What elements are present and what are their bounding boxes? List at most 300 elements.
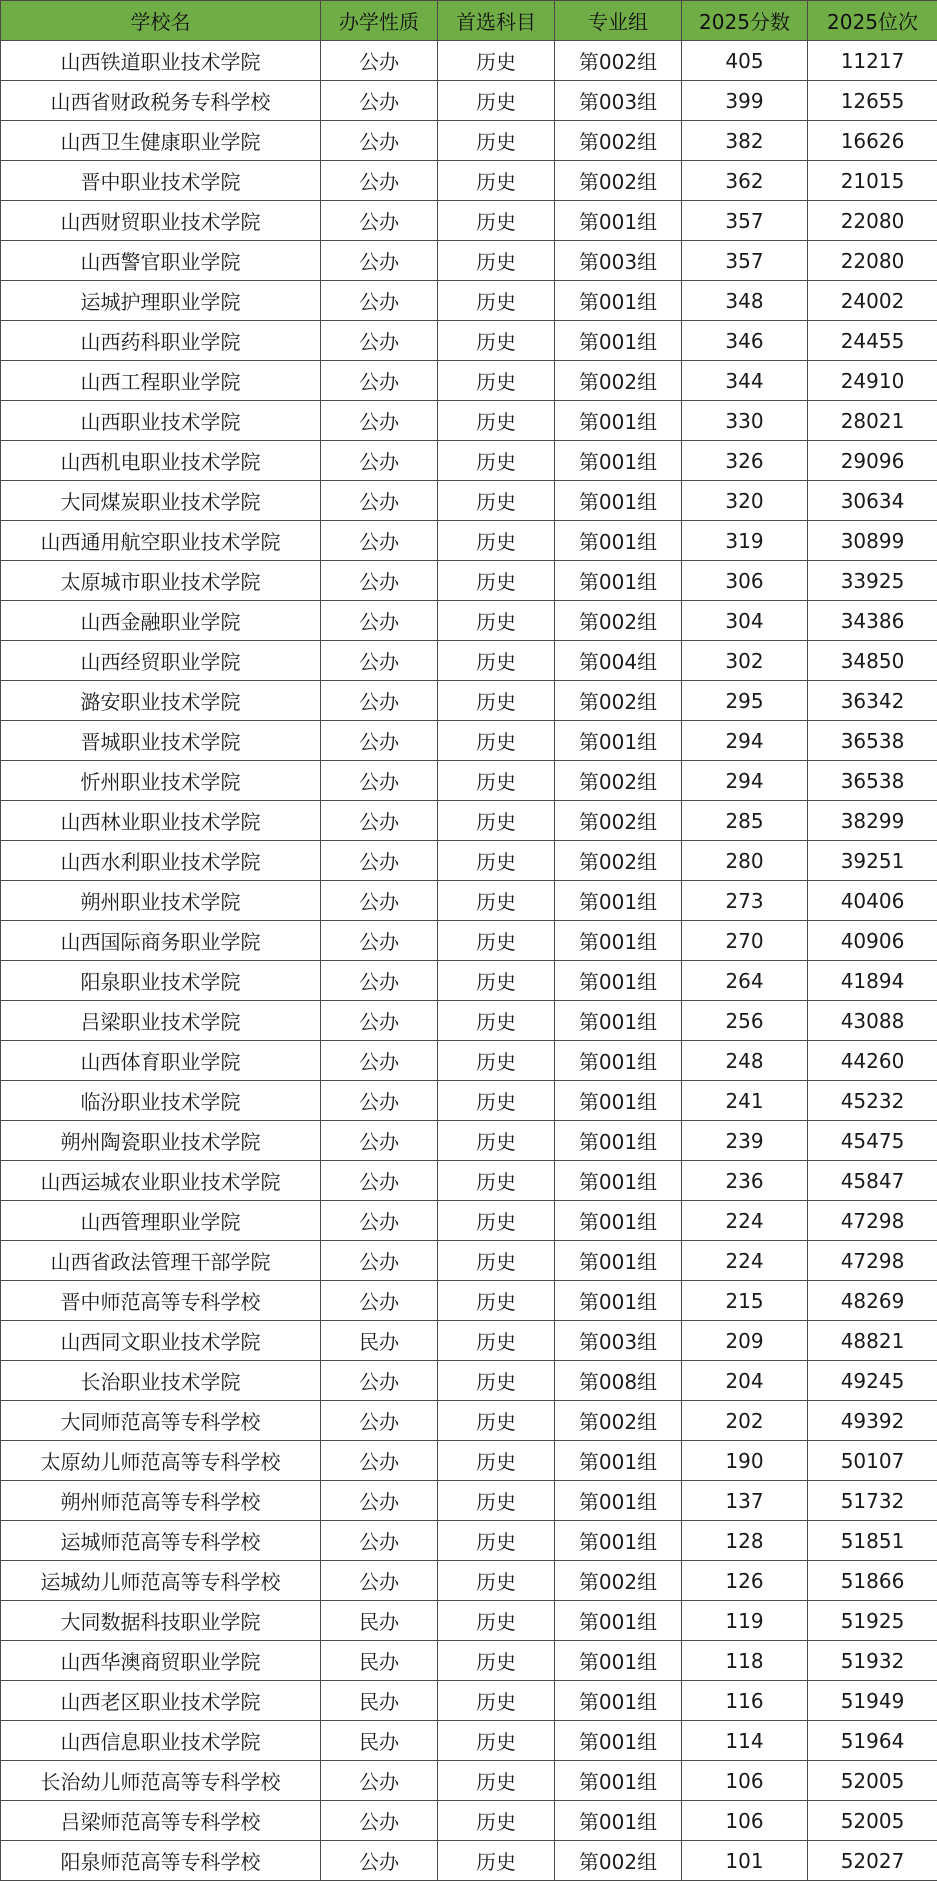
- score-cell: 399: [682, 81, 808, 121]
- table-row: [1, 881, 937, 921]
- school-type-cell: 公办: [321, 1001, 438, 1041]
- rank-cell: 36342: [808, 681, 937, 721]
- subject-cell: 历史: [438, 481, 555, 521]
- major-group-cell: 第003组: [555, 81, 682, 121]
- school-type-cell: 公办: [321, 681, 438, 721]
- major-group-cell: 第001组: [555, 1521, 682, 1561]
- school-type-cell: 民办: [321, 1321, 438, 1361]
- table-row: [1, 521, 937, 561]
- rank-cell: 38299: [808, 801, 937, 841]
- rank-cell: 29096: [808, 441, 937, 481]
- score-cell: 285: [682, 801, 808, 841]
- rank-cell: 51949: [808, 1681, 937, 1721]
- school-name-cell: 山西财贸职业技术学院: [1, 201, 321, 241]
- school-name-cell: 临汾职业技术学院: [1, 1081, 321, 1121]
- subject-cell: 历史: [438, 721, 555, 761]
- school-name-cell: 山西职业技术学院: [1, 401, 321, 441]
- table-row: [1, 1801, 937, 1841]
- school-name-cell: 潞安职业技术学院: [1, 681, 321, 721]
- table-row: [1, 1521, 937, 1561]
- major-group-cell: 第001组: [555, 521, 682, 561]
- school-name-cell: 太原城市职业技术学院: [1, 561, 321, 601]
- score-cell: 326: [682, 441, 808, 481]
- school-type-cell: 公办: [321, 1041, 438, 1081]
- school-name-cell: 长治职业技术学院: [1, 1361, 321, 1401]
- score-cell: 357: [682, 241, 808, 281]
- major-group-cell: 第001组: [555, 1041, 682, 1081]
- subject-cell: 历史: [438, 1201, 555, 1241]
- table-row: [1, 481, 937, 521]
- major-group-cell: 第002组: [555, 1841, 682, 1881]
- school-type-cell: 公办: [321, 1561, 438, 1601]
- subject-cell: 历史: [438, 441, 555, 481]
- school-name-cell: 晋中师范高等专科学校: [1, 1281, 321, 1321]
- school-name-cell: 山西林业职业技术学院: [1, 801, 321, 841]
- subject-cell: 历史: [438, 1041, 555, 1081]
- major-group-cell: 第008组: [555, 1361, 682, 1401]
- table-row: [1, 1081, 937, 1121]
- header-score: 2025分数: [682, 1, 808, 41]
- school-type-cell: 公办: [321, 1161, 438, 1201]
- score-cell: 126: [682, 1561, 808, 1601]
- table-row: [1, 1161, 937, 1201]
- rank-cell: 34850: [808, 641, 937, 681]
- score-cell: 118: [682, 1641, 808, 1681]
- subject-cell: 历史: [438, 1161, 555, 1201]
- table-row: [1, 761, 937, 801]
- subject-cell: 历史: [438, 201, 555, 241]
- score-cell: 304: [682, 601, 808, 641]
- rank-cell: 45847: [808, 1161, 937, 1201]
- table-row: [1, 1321, 937, 1361]
- major-group-cell: 第002组: [555, 841, 682, 881]
- rank-cell: 52027: [808, 1841, 937, 1881]
- subject-cell: 历史: [438, 1401, 555, 1441]
- school-type-cell: 民办: [321, 1601, 438, 1641]
- subject-cell: 历史: [438, 1361, 555, 1401]
- major-group-cell: 第001组: [555, 721, 682, 761]
- header-school-type: 办学性质: [321, 1, 438, 41]
- score-cell: 204: [682, 1361, 808, 1401]
- score-cell: 209: [682, 1321, 808, 1361]
- subject-cell: 历史: [438, 1601, 555, 1641]
- school-name-cell: 山西省财政税务专科学校: [1, 81, 321, 121]
- major-group-cell: 第001组: [555, 441, 682, 481]
- score-cell: 119: [682, 1601, 808, 1641]
- school-name-cell: 山西运城农业职业技术学院: [1, 1161, 321, 1201]
- rank-cell: 52005: [808, 1761, 937, 1801]
- score-cell: 294: [682, 721, 808, 761]
- subject-cell: 历史: [438, 1241, 555, 1281]
- score-cell: 295: [682, 681, 808, 721]
- school-type-cell: 公办: [321, 121, 438, 161]
- school-type-cell: 公办: [321, 721, 438, 761]
- score-cell: 330: [682, 401, 808, 441]
- subject-cell: 历史: [438, 1521, 555, 1561]
- school-name-cell: 山西警官职业学院: [1, 241, 321, 281]
- score-cell: 280: [682, 841, 808, 881]
- school-type-cell: 公办: [321, 1241, 438, 1281]
- major-group-cell: 第001组: [555, 1281, 682, 1321]
- school-name-cell: 吕梁职业技术学院: [1, 1001, 321, 1041]
- school-type-cell: 公办: [321, 1801, 438, 1841]
- score-cell: 190: [682, 1441, 808, 1481]
- major-group-cell: 第002组: [555, 161, 682, 201]
- subject-cell: 历史: [438, 881, 555, 921]
- major-group-cell: 第002组: [555, 41, 682, 81]
- major-group-cell: 第001组: [555, 1601, 682, 1641]
- table-row: [1, 1761, 937, 1801]
- score-cell: 114: [682, 1721, 808, 1761]
- school-type-cell: 公办: [321, 401, 438, 441]
- school-type-cell: 民办: [321, 1721, 438, 1761]
- subject-cell: 历史: [438, 1281, 555, 1321]
- subject-cell: 历史: [438, 681, 555, 721]
- rank-cell: 48821: [808, 1321, 937, 1361]
- subject-cell: 历史: [438, 1001, 555, 1041]
- rank-cell: 24910: [808, 361, 937, 401]
- school-name-cell: 山西老区职业技术学院: [1, 1681, 321, 1721]
- school-type-cell: 公办: [321, 1761, 438, 1801]
- school-type-cell: 公办: [321, 521, 438, 561]
- major-group-cell: 第001组: [555, 1441, 682, 1481]
- subject-cell: 历史: [438, 1561, 555, 1601]
- school-type-cell: 公办: [321, 921, 438, 961]
- school-name-cell: 山西国际商务职业学院: [1, 921, 321, 961]
- score-cell: 224: [682, 1241, 808, 1281]
- school-name-cell: 阳泉职业技术学院: [1, 961, 321, 1001]
- school-type-cell: 公办: [321, 321, 438, 361]
- major-group-cell: 第002组: [555, 761, 682, 801]
- score-cell: 344: [682, 361, 808, 401]
- rank-cell: 44260: [808, 1041, 937, 1081]
- major-group-cell: 第001组: [555, 1481, 682, 1521]
- table-row: [1, 801, 937, 841]
- major-group-cell: 第001组: [555, 881, 682, 921]
- table-row: [1, 1201, 937, 1241]
- major-group-cell: 第001组: [555, 1721, 682, 1761]
- subject-cell: 历史: [438, 361, 555, 401]
- rank-cell: 51925: [808, 1601, 937, 1641]
- subject-cell: 历史: [438, 241, 555, 281]
- school-name-cell: 山西药科职业学院: [1, 321, 321, 361]
- school-type-cell: 民办: [321, 1681, 438, 1721]
- school-name-cell: 阳泉师范高等专科学校: [1, 1841, 321, 1881]
- subject-cell: 历史: [438, 961, 555, 1001]
- rank-cell: 40406: [808, 881, 937, 921]
- major-group-cell: 第001组: [555, 281, 682, 321]
- school-type-cell: 公办: [321, 1281, 438, 1321]
- header-school-name: 学校名: [1, 1, 321, 41]
- school-name-cell: 山西体育职业学院: [1, 1041, 321, 1081]
- table-body: [1, 41, 937, 1881]
- score-cell: 302: [682, 641, 808, 681]
- score-cell: 248: [682, 1041, 808, 1081]
- subject-cell: 历史: [438, 401, 555, 441]
- rank-cell: 16626: [808, 121, 937, 161]
- table-row: [1, 281, 937, 321]
- major-group-cell: 第001组: [555, 1201, 682, 1241]
- major-group-cell: 第001组: [555, 1801, 682, 1841]
- rank-cell: 28021: [808, 401, 937, 441]
- rank-cell: 21015: [808, 161, 937, 201]
- table-row: [1, 1681, 937, 1721]
- major-group-cell: 第002组: [555, 801, 682, 841]
- rank-cell: 51964: [808, 1721, 937, 1761]
- subject-cell: 历史: [438, 521, 555, 561]
- school-name-cell: 山西卫生健康职业学院: [1, 121, 321, 161]
- major-group-cell: 第001组: [555, 1161, 682, 1201]
- score-cell: 405: [682, 41, 808, 81]
- school-type-cell: 公办: [321, 801, 438, 841]
- table-row: [1, 321, 937, 361]
- score-cell: 137: [682, 1481, 808, 1521]
- subject-cell: 历史: [438, 641, 555, 681]
- major-group-cell: 第002组: [555, 601, 682, 641]
- score-cell: 241: [682, 1081, 808, 1121]
- subject-cell: 历史: [438, 1721, 555, 1761]
- score-cell: 224: [682, 1201, 808, 1241]
- rank-cell: 24455: [808, 321, 937, 361]
- table-row: [1, 361, 937, 401]
- rank-cell: 51866: [808, 1561, 937, 1601]
- subject-cell: 历史: [438, 1641, 555, 1681]
- rank-cell: 49392: [808, 1401, 937, 1441]
- score-cell: 319: [682, 521, 808, 561]
- subject-cell: 历史: [438, 761, 555, 801]
- school-name-cell: 晋城职业技术学院: [1, 721, 321, 761]
- major-group-cell: 第001组: [555, 1081, 682, 1121]
- table-row: [1, 681, 937, 721]
- school-type-cell: 公办: [321, 1361, 438, 1401]
- school-type-cell: 公办: [321, 1441, 438, 1481]
- table-row: [1, 241, 937, 281]
- subject-cell: 历史: [438, 841, 555, 881]
- table-row: [1, 121, 937, 161]
- major-group-cell: 第001组: [555, 321, 682, 361]
- school-type-cell: 公办: [321, 1081, 438, 1121]
- major-group-cell: 第001组: [555, 1001, 682, 1041]
- rank-cell: 11217: [808, 41, 937, 81]
- table-row: [1, 1001, 937, 1041]
- subject-cell: 历史: [438, 561, 555, 601]
- rank-cell: 50107: [808, 1441, 937, 1481]
- rank-cell: 34386: [808, 601, 937, 641]
- table-row: [1, 401, 937, 441]
- major-group-cell: 第002组: [555, 681, 682, 721]
- school-name-cell: 长治幼儿师范高等专科学校: [1, 1761, 321, 1801]
- rank-cell: 52005: [808, 1801, 937, 1841]
- major-group-cell: 第001组: [555, 1121, 682, 1161]
- subject-cell: 历史: [438, 1841, 555, 1881]
- major-group-cell: 第001组: [555, 1761, 682, 1801]
- score-cell: 264: [682, 961, 808, 1001]
- school-name-cell: 山西铁道职业技术学院: [1, 41, 321, 81]
- subject-cell: 历史: [438, 1321, 555, 1361]
- table-row: [1, 1361, 937, 1401]
- major-group-cell: 第002组: [555, 1561, 682, 1601]
- subject-cell: 历史: [438, 161, 555, 201]
- table-row: [1, 841, 937, 881]
- school-name-cell: 运城师范高等专科学校: [1, 1521, 321, 1561]
- score-cell: 256: [682, 1001, 808, 1041]
- school-type-cell: 公办: [321, 841, 438, 881]
- rank-cell: 12655: [808, 81, 937, 121]
- major-group-cell: 第002组: [555, 1401, 682, 1441]
- school-name-cell: 山西经贸职业学院: [1, 641, 321, 681]
- table-row: [1, 721, 937, 761]
- header-subject: 首选科目: [438, 1, 555, 41]
- major-group-cell: 第002组: [555, 361, 682, 401]
- table-row: [1, 1401, 937, 1441]
- subject-cell: 历史: [438, 1081, 555, 1121]
- table-row: [1, 1641, 937, 1681]
- table-row: [1, 1481, 937, 1521]
- rank-cell: 39251: [808, 841, 937, 881]
- table-row: [1, 1241, 937, 1281]
- school-type-cell: 公办: [321, 1201, 438, 1241]
- table-row: [1, 1441, 937, 1481]
- rank-cell: 24002: [808, 281, 937, 321]
- major-group-cell: 第004组: [555, 641, 682, 681]
- table-row: [1, 961, 937, 1001]
- school-type-cell: 公办: [321, 961, 438, 1001]
- rank-cell: 51851: [808, 1521, 937, 1561]
- school-name-cell: 朔州师范高等专科学校: [1, 1481, 321, 1521]
- table-row: [1, 1841, 937, 1881]
- rank-cell: 47298: [808, 1201, 937, 1241]
- school-name-cell: 山西信息职业技术学院: [1, 1721, 321, 1761]
- major-group-cell: 第001组: [555, 1641, 682, 1681]
- school-name-cell: 山西华澳商贸职业学院: [1, 1641, 321, 1681]
- subject-cell: 历史: [438, 1121, 555, 1161]
- rank-cell: 48269: [808, 1281, 937, 1321]
- table-row: [1, 1121, 937, 1161]
- score-cell: 106: [682, 1801, 808, 1841]
- table-row: [1, 921, 937, 961]
- score-cell: 362: [682, 161, 808, 201]
- subject-cell: 历史: [438, 281, 555, 321]
- score-cell: 270: [682, 921, 808, 961]
- score-cell: 306: [682, 561, 808, 601]
- score-cell: 357: [682, 201, 808, 241]
- subject-cell: 历史: [438, 801, 555, 841]
- rank-cell: 43088: [808, 1001, 937, 1041]
- score-cell: 215: [682, 1281, 808, 1321]
- subject-cell: 历史: [438, 1801, 555, 1841]
- subject-cell: 历史: [438, 1481, 555, 1521]
- school-type-cell: 公办: [321, 361, 438, 401]
- score-cell: 348: [682, 281, 808, 321]
- table-row: [1, 1281, 937, 1321]
- rank-cell: 40906: [808, 921, 937, 961]
- rank-cell: 36538: [808, 721, 937, 761]
- table-row: [1, 1041, 937, 1081]
- subject-cell: 历史: [438, 921, 555, 961]
- school-type-cell: 民办: [321, 1641, 438, 1681]
- school-name-cell: 运城护理职业学院: [1, 281, 321, 321]
- school-type-cell: 公办: [321, 201, 438, 241]
- score-cell: 346: [682, 321, 808, 361]
- school-name-cell: 忻州职业技术学院: [1, 761, 321, 801]
- school-type-cell: 公办: [321, 241, 438, 281]
- major-group-cell: 第001组: [555, 481, 682, 521]
- school-name-cell: 山西机电职业技术学院: [1, 441, 321, 481]
- school-type-cell: 公办: [321, 481, 438, 521]
- major-group-cell: 第001组: [555, 1241, 682, 1281]
- table-row: [1, 41, 937, 81]
- school-name-cell: 太原幼儿师范高等专科学校: [1, 1441, 321, 1481]
- school-name-cell: 山西工程职业学院: [1, 361, 321, 401]
- score-cell: 236: [682, 1161, 808, 1201]
- school-name-cell: 朔州职业技术学院: [1, 881, 321, 921]
- school-type-cell: 公办: [321, 281, 438, 321]
- rank-cell: 51932: [808, 1641, 937, 1681]
- rank-cell: 22080: [808, 241, 937, 281]
- school-type-cell: 公办: [321, 1521, 438, 1561]
- rank-cell: 47298: [808, 1241, 937, 1281]
- table-row: [1, 1721, 937, 1761]
- school-name-cell: 大同数据科技职业学院: [1, 1601, 321, 1641]
- score-cell: 239: [682, 1121, 808, 1161]
- subject-cell: 历史: [438, 81, 555, 121]
- school-type-cell: 公办: [321, 561, 438, 601]
- school-type-cell: 公办: [321, 441, 438, 481]
- rank-cell: 51732: [808, 1481, 937, 1521]
- rank-cell: 45232: [808, 1081, 937, 1121]
- school-name-cell: 山西省政法管理干部学院: [1, 1241, 321, 1281]
- rank-cell: 49245: [808, 1361, 937, 1401]
- school-type-cell: 公办: [321, 41, 438, 81]
- school-name-cell: 山西管理职业学院: [1, 1201, 321, 1241]
- subject-cell: 历史: [438, 41, 555, 81]
- table-row: [1, 1561, 937, 1601]
- school-type-cell: 公办: [321, 641, 438, 681]
- rank-cell: 22080: [808, 201, 937, 241]
- school-name-cell: 大同煤炭职业技术学院: [1, 481, 321, 521]
- school-name-cell: 吕梁师范高等专科学校: [1, 1801, 321, 1841]
- school-name-cell: 山西通用航空职业技术学院: [1, 521, 321, 561]
- rank-cell: 45475: [808, 1121, 937, 1161]
- table-row: [1, 161, 937, 201]
- score-cell: 273: [682, 881, 808, 921]
- header-major-group: 专业组: [555, 1, 682, 41]
- table-row: [1, 1601, 937, 1641]
- score-cell: 294: [682, 761, 808, 801]
- rank-cell: 30899: [808, 521, 937, 561]
- major-group-cell: 第001组: [555, 401, 682, 441]
- header-row: [1, 1, 937, 41]
- subject-cell: 历史: [438, 1441, 555, 1481]
- score-cell: 202: [682, 1401, 808, 1441]
- school-type-cell: 公办: [321, 1401, 438, 1441]
- rank-cell: 36538: [808, 761, 937, 801]
- score-cell: 382: [682, 121, 808, 161]
- school-name-cell: 朔州陶瓷职业技术学院: [1, 1121, 321, 1161]
- subject-cell: 历史: [438, 601, 555, 641]
- subject-cell: 历史: [438, 1761, 555, 1801]
- score-cell: 116: [682, 1681, 808, 1721]
- score-cell: 128: [682, 1521, 808, 1561]
- subject-cell: 历史: [438, 321, 555, 361]
- school-type-cell: 公办: [321, 1121, 438, 1161]
- major-group-cell: 第001组: [555, 561, 682, 601]
- school-type-cell: 公办: [321, 161, 438, 201]
- major-group-cell: 第003组: [555, 1321, 682, 1361]
- subject-cell: 历史: [438, 1681, 555, 1721]
- school-name-cell: 山西水利职业技术学院: [1, 841, 321, 881]
- table-row: [1, 641, 937, 681]
